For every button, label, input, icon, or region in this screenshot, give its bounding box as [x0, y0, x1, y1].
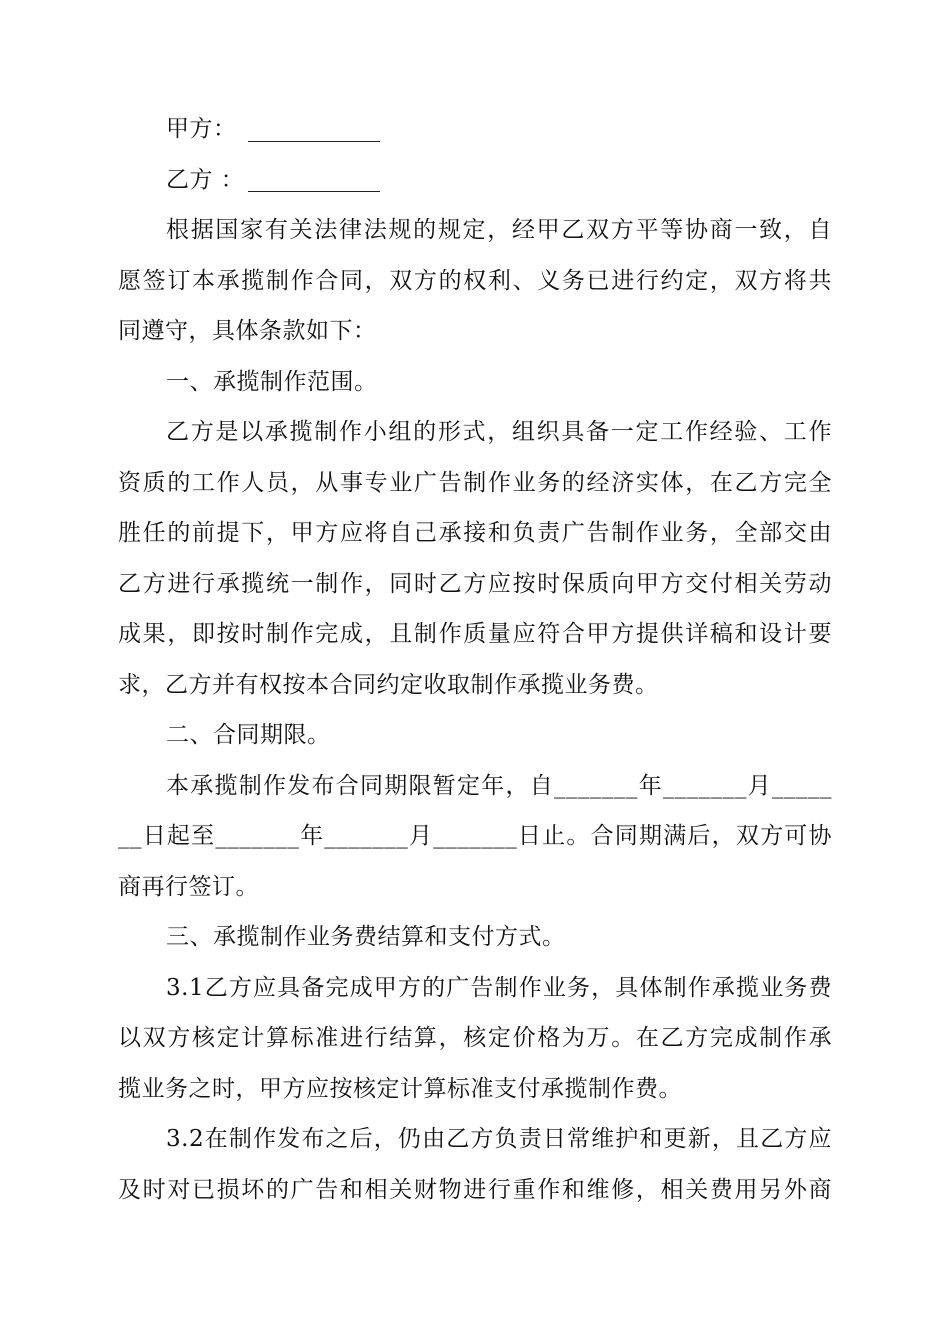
paragraph-line: 3.2在制作发布之后，仍由乙方负责日常维护和更新，且乙方应 — [166, 1126, 832, 1152]
paragraph-line: 3.1乙方应具备完成甲方的广告制作业务，具体制作承揽业务费 — [166, 974, 832, 1001]
paragraph-line: 求，乙方并有权按本合同约定收取制作承揽业务费。 — [118, 671, 659, 698]
party-a-label: 甲方： — [166, 116, 237, 142]
party-a-blank — [248, 117, 380, 142]
paragraph-line: 揽业务之时，甲方应按核定计算标准支付承揽制作费。 — [118, 1075, 682, 1102]
paragraph-line: __日起至_______年_______月_______日止。合同期满后，双方可协 — [118, 823, 832, 849]
paragraph-line: 同遵守，具体条款如下： — [118, 318, 377, 344]
paragraph-line: 资质的工作人员，从事专业广告制作业务的经济实体，在乙方完全 — [118, 469, 832, 496]
paragraph-line: 以双方核定计算标准进行结算，核定价格为万。在乙方完成制作承 — [118, 1025, 832, 1051]
paragraph-line: 本承揽制作发布合同期限暂定年，自_______年_______月_____ — [166, 772, 832, 799]
section-heading: 三、承揽制作业务费结算和支付方式。 — [166, 924, 566, 950]
paragraph-line: 愿签订本承揽制作合同，双方的权利、义务已进行约定，双方将共 — [118, 267, 832, 294]
section-heading: 二、合同期限。 — [166, 722, 331, 748]
paragraph-line: 成果，即按时制作完成，且制作质量应符合甲方提供详稿和设计要 — [118, 621, 832, 647]
paragraph-line: 胜任的前提下，甲方应将自己承接和负责广告制作业务，全部交由 — [118, 520, 832, 546]
paragraph-line: 商再行签订。 — [118, 873, 259, 900]
section-heading: 一、承揽制作范围。 — [166, 368, 378, 395]
party-b-blank — [248, 167, 380, 192]
party-a-row — [118, 104, 832, 155]
contract-body — [118, 104, 832, 1215]
paragraph-line: 根据国家有关法律法规的规定，经甲乙双方平等协商一致，自 — [166, 217, 832, 243]
paragraph-line: 乙方进行承揽统一制作，同时乙方应按时保质向甲方交付相关劳动 — [118, 570, 832, 597]
party-b-row — [118, 155, 832, 206]
paragraph-line: 及时对已损坏的广告和相关财物进行重作和维修，相关费用另外商 — [118, 1176, 832, 1203]
paragraph-line: 乙方是以承揽制作小组的形式，组织具备一定工作经验、工作 — [166, 419, 832, 445]
party-b-label: 乙方 ： — [166, 166, 245, 193]
